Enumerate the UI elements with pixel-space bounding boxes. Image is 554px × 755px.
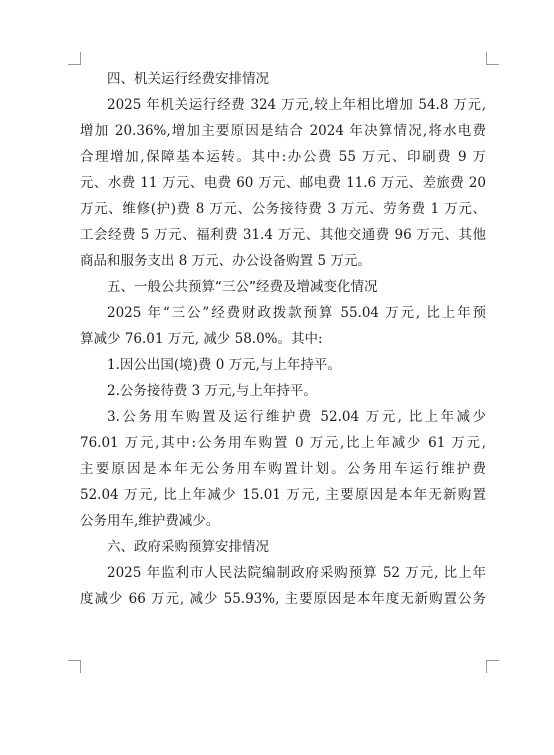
section-6-heading: 六、政府采购预算安排情况 (107, 539, 269, 555)
crop-mark-top-right (486, 52, 499, 65)
section-5-item-2: 2.公务接待费 3 万元,与上年持平。 (107, 383, 317, 399)
section-4-paragraph-line: 合理增加,保障基本运转。其中:办公费 55 万元、印刷费 9 万 (80, 149, 486, 165)
section-4-paragraph-line: 商品和服务支出 8 万元、办公设备购置 5 万元。 (80, 253, 371, 269)
section-5-item-3-line: 公务用车,维护费减少。 (80, 513, 220, 529)
section-4-paragraph-line: 元、水费 11 万元、电费 60 万元、邮电费 11.6 万元、差旅费 20 (80, 175, 486, 191)
section-4-paragraph-line: 工会经费 5 万元、福利费 31.4 万元、其他交通费 96 万元、其他 (80, 227, 486, 243)
section-5-intro-line: 2025 年“三公”经费财政拨款预算 55.04 万元, 比上年预 (107, 305, 486, 321)
section-5-item-3-line: 76.01 万元,其中:公务用车购置 0 万元,比上年减少 61 万元, (80, 435, 486, 451)
section-4-heading: 四、机关运行经费安排情况 (107, 71, 269, 87)
crop-mark-bottom-left (68, 660, 81, 673)
section-5-item-3-line: 52.04 万元, 比上年减少 15.01 万元, 主要原因是本年无新购置 (80, 487, 486, 503)
section-5-item-3-line: 主要原因是本年无公务用车购置计划。公务用车运行维护费 (80, 461, 486, 477)
section-4-paragraph-line: 万元、维修(护)费 8 万元、公务接待费 3 万元、劳务费 1 万元、 (80, 201, 486, 217)
section-6-paragraph-line: 度减少 66 万元, 减少 55.93%, 主要原因是本年度无新购置公务 (80, 591, 486, 607)
section-5-heading: 五、一般公共预算“三公”经费及增减变化情况 (107, 279, 378, 295)
section-6-paragraph-line: 2025 年监利市人民法院编制政府采购预算 52 万元, 比上年 (107, 565, 486, 581)
crop-mark-bottom-right (486, 660, 499, 673)
section-4-paragraph-line: 2025 年机关运行经费 324 万元,较上年相比增加 54.8 万元, (107, 97, 486, 113)
section-5-intro-line: 算减少 76.01 万元, 减少 58.0%。其中: (80, 331, 323, 347)
section-4-paragraph-line: 增加 20.36%,增加主要原因是结合 2024 年决算情况,将水电费 (80, 123, 486, 139)
document-body (80, 66, 486, 612)
crop-mark-top-left (68, 52, 81, 65)
section-5-item-1: 1.因公出国(境)费 0 万元,与上年持平。 (107, 357, 341, 373)
section-5-item-3-line: 3.公务用车购置及运行维护费 52.04 万元, 比上年减少 (107, 409, 486, 425)
